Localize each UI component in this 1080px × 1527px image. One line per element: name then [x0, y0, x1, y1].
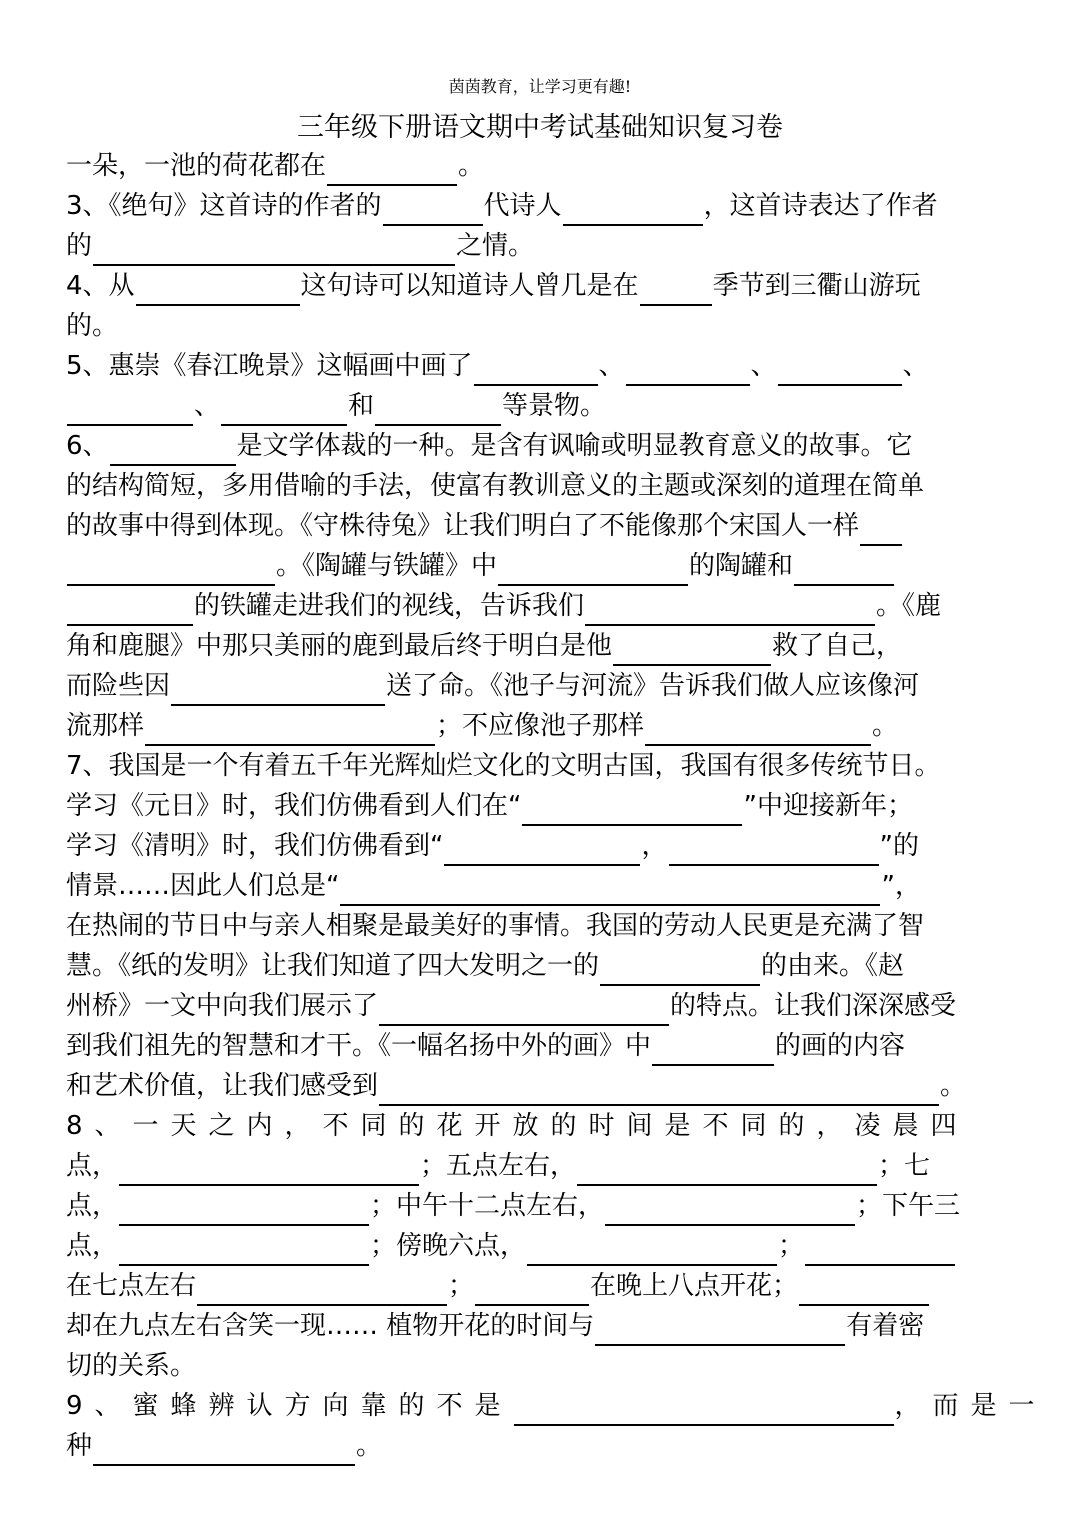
- answer-blank[interactable]: [645, 714, 871, 746]
- question-6-line-2: [66, 466, 1016, 506]
- text: ，: [641, 831, 668, 861]
- text: ”，: [881, 871, 921, 901]
- text: 季节到三衢山游玩: [712, 271, 921, 301]
- text: 。: [872, 711, 899, 741]
- text: 有着密: [846, 1311, 925, 1341]
- text: 7、我国是一个有着五千年光辉灿烂文化的文明古国，我国有很多传统节日。: [66, 751, 941, 781]
- question-7-line-7: [66, 986, 1016, 1026]
- question-5-line-1: [66, 346, 1016, 386]
- question-7-line-6: [66, 946, 1016, 986]
- question-9-line-1: [66, 1386, 1047, 1426]
- answer-blank[interactable]: [613, 634, 771, 666]
- question-7-line-9: [66, 1066, 1016, 1106]
- text: 6、: [66, 431, 109, 461]
- answer-blank[interactable]: [805, 1234, 955, 1266]
- text: 是文学体裁的一种。是含有讽喻或明显教育意义的故事。它: [236, 431, 913, 461]
- text: 点，: [66, 1231, 119, 1261]
- text: ；七: [878, 1151, 931, 1181]
- text: 之情。: [456, 231, 535, 261]
- text: 慧。《纸的发明》让我们知道了四大发明之一的: [66, 951, 600, 981]
- text: 的故事中得到体现。《守株待兔》让我们明白了不能像那个宋国人一样: [66, 511, 860, 541]
- text: 代诗人: [483, 191, 562, 221]
- text: 和艺术价值，让我们感受到: [66, 1071, 379, 1101]
- answer-blank[interactable]: [136, 274, 300, 306]
- answer-blank[interactable]: [514, 1394, 894, 1426]
- answer-blank[interactable]: [375, 394, 501, 426]
- text: 的铁罐走进我们的视线，告诉我们: [194, 591, 585, 621]
- text: 。《鹿: [876, 591, 942, 621]
- text: 3、《绝句》这首诗的作者的: [66, 191, 382, 221]
- text: ；下午三: [856, 1191, 961, 1221]
- answer-blank[interactable]: [383, 194, 483, 226]
- answer-blank[interactable]: [595, 1314, 845, 1346]
- answer-blank[interactable]: [197, 1274, 447, 1306]
- answer-blank[interactable]: [474, 354, 598, 386]
- question-7-line-4: [66, 866, 1016, 906]
- question-6-line-3: [66, 506, 1016, 546]
- text: 在热闹的节日中与亲人相聚是最美好的事情。我国的劳动人民更是充满了智: [66, 911, 925, 941]
- text: 等景物。: [502, 391, 607, 421]
- text: ；五点左右，: [420, 1151, 577, 1181]
- text: 5、惠崇《春江晚景》这幅画中画了: [66, 351, 473, 381]
- text: ”的: [879, 831, 919, 861]
- answer-blank[interactable]: [67, 394, 193, 426]
- answer-blank[interactable]: [340, 874, 880, 906]
- text: 。《陶罐与铁罐》中: [276, 551, 498, 581]
- answer-blank[interactable]: [93, 1434, 355, 1466]
- question-7-line-1: [66, 746, 1016, 786]
- text: 这句诗可以知道诗人曾几是在: [300, 271, 639, 301]
- answer-blank[interactable]: [563, 194, 703, 226]
- answer-blank[interactable]: [379, 1074, 939, 1106]
- answer-blank[interactable]: [778, 354, 902, 386]
- answer-blank[interactable]: [794, 554, 894, 586]
- text: 的结构简短，多用借喻的手法，使富有教训意义的主题或深刻的道理在简单: [66, 471, 925, 501]
- question-8-line-2: [66, 1146, 1016, 1186]
- answer-blank[interactable]: [145, 714, 435, 746]
- text: 州桥》一文中向我们展示了: [66, 991, 379, 1021]
- answer-blank[interactable]: [522, 794, 742, 826]
- text: 救了自己，: [772, 631, 903, 661]
- text: 却在九点左右含笑一现…… 植物开花的时间与: [66, 1311, 595, 1341]
- question-6-line-5: [66, 586, 1016, 626]
- text: 的特点。让我们深深感受: [670, 991, 957, 1021]
- text: 的陶罐和: [689, 551, 794, 581]
- question-8-line-7: [66, 1346, 1016, 1386]
- answer-blank[interactable]: [600, 954, 760, 986]
- question-7-line-8: [66, 1026, 1016, 1066]
- answer-blank[interactable]: [577, 1154, 877, 1186]
- answer-blank[interactable]: [93, 234, 455, 266]
- text: 的。: [66, 311, 119, 341]
- text: 8、一天之内，不同的花开放的时间是不同的，凌晨四: [66, 1111, 969, 1141]
- text: 的画的内容: [775, 1031, 906, 1061]
- answer-blank[interactable]: [669, 834, 879, 866]
- question-6-line-1: [66, 426, 1016, 466]
- text: ，这首诗表达了作者: [703, 191, 938, 221]
- question-6-line-4: [66, 546, 1016, 586]
- text: 点，: [66, 1151, 119, 1181]
- answer-blank[interactable]: [119, 1194, 369, 1226]
- answer-blank[interactable]: [67, 594, 193, 626]
- text: 种: [66, 1431, 93, 1461]
- answer-blank[interactable]: [119, 1234, 369, 1266]
- text: 到我们祖先的智慧和才干。《一幅名扬中外的画》中: [66, 1031, 652, 1061]
- answer-blank[interactable]: [221, 394, 347, 426]
- text: 和: [348, 391, 375, 421]
- answer-blank[interactable]: [67, 554, 275, 586]
- text: 一朵，一池的荷花都在: [66, 151, 327, 181]
- text: 的由来。《赵: [761, 951, 905, 981]
- text: 切的关系。: [66, 1351, 197, 1381]
- page-header: 茵茵教育，让学习更有趣!: [448, 77, 632, 96]
- text: 。: [458, 151, 485, 181]
- text: 在晚上八点开花；: [590, 1271, 799, 1301]
- text: ；傍晚六点，: [370, 1231, 527, 1261]
- text: ，而是一: [894, 1391, 1047, 1421]
- text: 、: [194, 391, 221, 421]
- question-8-line-3: [66, 1186, 1016, 1226]
- text: ；中午十二点左右，: [370, 1191, 605, 1221]
- text: 送了命。《池子与河流》告诉我们做人应该像河: [386, 671, 920, 701]
- text: 4、从: [66, 271, 135, 301]
- text: 、: [598, 351, 625, 381]
- answer-blank[interactable]: [605, 1194, 855, 1226]
- answer-blank[interactable]: [860, 514, 902, 546]
- question-7-line-5: [66, 906, 1016, 946]
- text: 9、蜜蜂辨认方向靠的不是: [66, 1391, 513, 1421]
- question-8-line-1: [66, 1106, 1016, 1146]
- question-8-line-6: [66, 1306, 1016, 1346]
- text: 、: [750, 351, 777, 381]
- question-8-line-4: [66, 1226, 1016, 1266]
- answer-blank[interactable]: [110, 434, 236, 466]
- question-6-line-8: [66, 706, 1016, 746]
- text: ；: [778, 1231, 805, 1261]
- question-7-line-2: [66, 786, 1016, 826]
- answer-blank[interactable]: [652, 1034, 774, 1066]
- text: 的: [66, 231, 93, 261]
- text: ；不应像池子那样: [436, 711, 645, 741]
- question-6-line-6: [66, 626, 1016, 666]
- question-9-line-2: [66, 1426, 1016, 1466]
- text: 而险些因: [66, 671, 171, 701]
- question-3-line-2: [66, 226, 1016, 266]
- text: 。: [356, 1431, 383, 1461]
- answer-blank[interactable]: [119, 1154, 419, 1186]
- text: 角和鹿腿》中那只美丽的鹿到最后终于明白是他: [66, 631, 613, 661]
- answer-blank[interactable]: [626, 354, 750, 386]
- text: ”中迎接新年；: [743, 791, 913, 821]
- text: 。: [940, 1071, 967, 1101]
- page-title: 三年级下册语文期中考试基础知识复习卷: [297, 112, 783, 143]
- text: ；: [448, 1271, 475, 1301]
- question-4-line-2: [66, 306, 1016, 346]
- answer-blank[interactable]: [799, 1274, 929, 1306]
- answer-blank[interactable]: [379, 994, 669, 1026]
- text: 学习《清明》时，我们仿佛看到“: [66, 831, 444, 861]
- text: 学习《元日》时，我们仿佛看到人们在“: [66, 791, 522, 821]
- question-5-line-2: [66, 386, 1016, 426]
- question-7-line-3: [66, 826, 1016, 866]
- text: 点，: [66, 1191, 119, 1221]
- text: 流那样: [66, 711, 145, 741]
- answer-blank[interactable]: [171, 674, 385, 706]
- answer-blank[interactable]: [640, 274, 712, 306]
- question-8-line-5: [66, 1266, 1016, 1306]
- answer-blank[interactable]: [527, 1234, 777, 1266]
- worksheet-body: [66, 146, 1047, 1466]
- answer-blank[interactable]: [498, 554, 688, 586]
- answer-blank[interactable]: [444, 834, 640, 866]
- line-1: [66, 146, 1016, 186]
- answer-blank[interactable]: [327, 154, 457, 186]
- question-6-line-7: [66, 666, 1016, 706]
- question-4-line-1: [66, 266, 1016, 306]
- text: 、: [902, 351, 929, 381]
- answer-blank[interactable]: [585, 594, 875, 626]
- question-3-line-1: [66, 186, 1016, 226]
- text: 情景……因此人们总是“: [66, 871, 340, 901]
- answer-blank[interactable]: [475, 1274, 589, 1306]
- text: 在七点左右: [66, 1271, 197, 1301]
